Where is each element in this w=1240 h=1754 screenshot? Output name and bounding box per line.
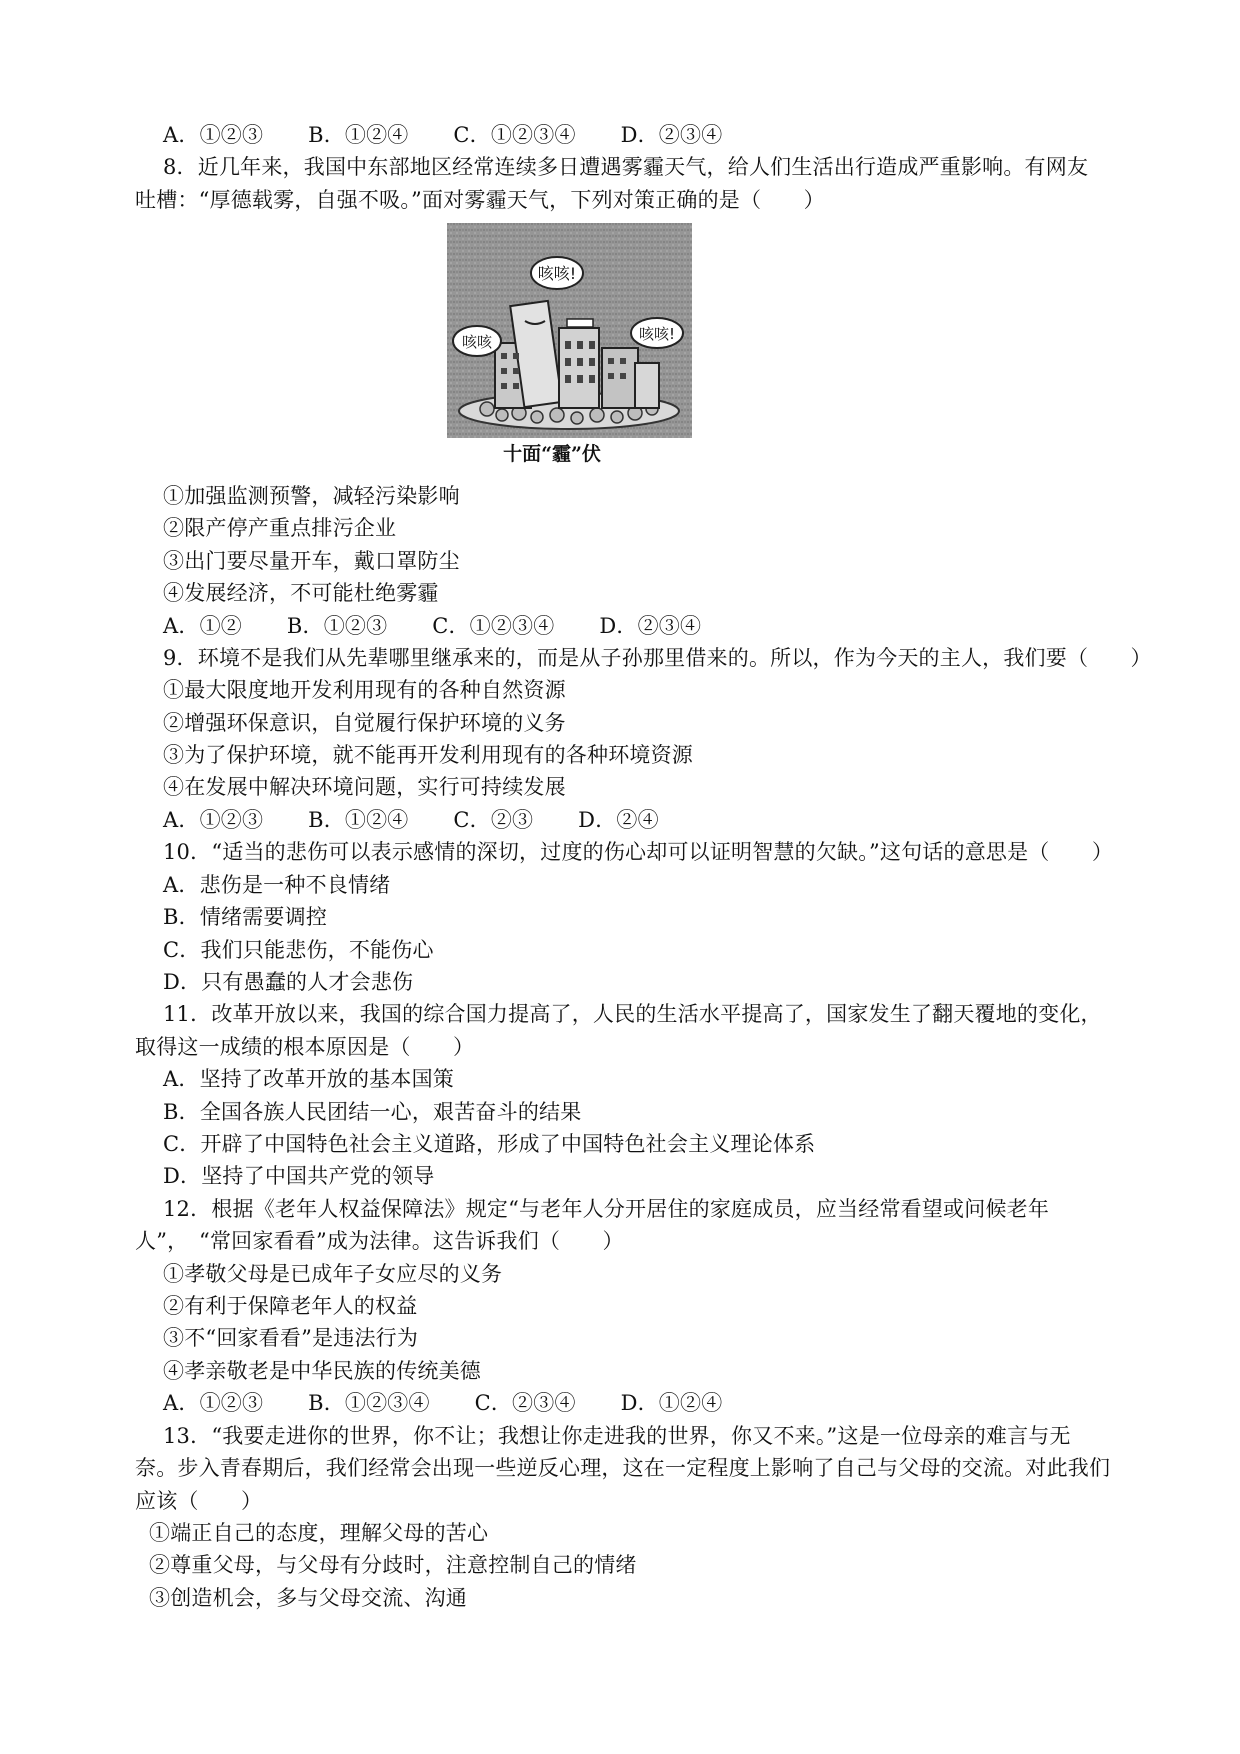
smog-cartoon-illustration	[447, 223, 692, 468]
q10-option-a: A．悲伤是一种不良情绪	[163, 873, 391, 897]
option-d: D．②③④	[620, 123, 723, 147]
option-a: A．①②	[163, 614, 242, 638]
q8-stem-line1: 8．近几年来，我国中东部地区经常连续多日遭遇雾霾天气，给人们生活出行造成严重影响。有网友	[163, 155, 1089, 179]
option-b: B．①②④	[308, 123, 409, 147]
option-b: B．①②③	[286, 614, 388, 638]
q13-stem-line2: 奈。步入青春期后，我们经常会出现一些逆反心理，这在一定程度上影响了自己与父母的交流。对此我们	[135, 1456, 1111, 1480]
option-c: C．①②③④	[453, 123, 576, 147]
bubble-top-text: 咳咳!	[537, 264, 577, 283]
cartoon-caption: 十面“霾”伏	[503, 443, 601, 465]
q8-choice-3: ③出门要尽量开车，戴口罩防尘	[163, 549, 460, 573]
q12-stem-line1: 12．根据《老年人权益保障法》规定“与老年人分开居住的家庭成员，应当经常看望或问候老年	[163, 1197, 1050, 1221]
q13-stem-line3: 应该（ ）	[135, 1489, 263, 1513]
q9-choice-3: ③为了保护环境，就不能再开发利用现有的各种环境资源	[163, 743, 693, 767]
q9-choice-2: ②增强环保意识，自觉履行保护环境的义务	[163, 711, 566, 735]
q11-option-d: D．坚持了中国共产党的领导	[163, 1164, 435, 1188]
q12-choice-1: ①孝敬父母是已成年子女应尽的义务	[163, 1262, 503, 1286]
q13-choice-1: ①端正自己的态度，理解父母的苦心	[149, 1521, 489, 1545]
q12-stem-line2: 人”， “常回家看看”成为法律。这告诉我们（ ）	[135, 1229, 624, 1253]
q11-option-a: A．坚持了改革开放的基本国策	[163, 1067, 454, 1091]
q8-choice-1: ①加强监测预警，减轻污染影响	[163, 484, 460, 508]
option-c: C．②③	[453, 808, 534, 832]
smog-cartoon	[447, 223, 692, 468]
q10-option-b: B．情绪需要调控	[163, 905, 328, 929]
q13-choice-2: ②尊重父母，与父母有分歧时，注意控制自己的情绪	[149, 1553, 637, 1577]
option-a: A．①②③	[163, 1391, 264, 1415]
q10-option-d: D．只有愚蠢的人才会悲伤	[163, 970, 414, 994]
q12-choice-2: ②有利于保障老年人的权益	[163, 1294, 418, 1318]
q13-choice-3: ③创造机会，多与父母交流、沟通	[149, 1586, 467, 1610]
q11-option-b: B．全国各族人民团结一心，艰苦奋斗的结果	[163, 1100, 582, 1124]
q9-choice-1: ①最大限度地开发利用现有的各种自然资源	[163, 678, 566, 702]
q7-options	[163, 123, 722, 147]
bubble-right-text: 咳咳!	[638, 325, 676, 343]
option-d: D．②④	[578, 808, 659, 832]
option-b: B．①②④	[308, 808, 409, 832]
q8-choice-4: ④发展经济，不可能杜绝雾霾	[163, 581, 439, 605]
option-a: A．①②③	[163, 123, 264, 147]
option-d: D．②③④	[599, 614, 702, 638]
q12-options	[163, 1391, 722, 1415]
q11-stem-line2: 取得这一成绩的根本原因是（ ）	[135, 1035, 475, 1059]
q9-choice-4: ④在发展中解决环境问题，实行可持续发展	[163, 775, 566, 799]
option-c: C．②③④	[474, 1391, 576, 1415]
option-d: D．①②④	[620, 1391, 723, 1415]
q12-choice-3: ③不“回家看看”是违法行为	[163, 1326, 419, 1350]
q8-stem-line2: 吐槽：“厚德载雾，自强不吸。”面对雾霾天气，下列对策正确的是（ ）	[135, 188, 825, 212]
q11-option-c: C．开辟了中国特色社会主义道路，形成了中国特色社会主义理论体系	[163, 1132, 816, 1156]
q12-choice-4: ④孝亲敬老是中华民族的传统美德	[163, 1359, 481, 1383]
q8-choice-2: ②限产停产重点排污企业	[163, 516, 397, 540]
option-c: C．①②③④	[432, 614, 555, 638]
bubble-left-text: 咳咳	[461, 333, 493, 351]
q11-stem-line1: 11．改革开放以来，我国的综合国力提高了，人民的生活水平提高了，国家发生了翻天覆地的变化，	[163, 1002, 1102, 1026]
q13-stem-line1: 13．“我要走进你的世界，你不让；我想让你走进我的世界，你又不来。”这是一位母亲的难言与无	[163, 1424, 1071, 1448]
option-b: B．①②③④	[308, 1391, 430, 1415]
q9-stem: 9．环境不是我们从先辈哪里继承来的，而是从子孙那里借来的。所以，作为今天的主人，我们要（ ）	[163, 646, 1152, 670]
q8-options	[163, 614, 701, 638]
q10-stem: 10．“适当的悲伤可以表示感情的深切，过度的伤心却可以证明智慧的欠缺。”这句话的意思是（ ）	[163, 840, 1114, 864]
option-a: A．①②③	[163, 808, 264, 832]
q10-option-c: C．我们只能悲伤，不能伤心	[163, 938, 434, 962]
q9-options	[163, 808, 659, 832]
